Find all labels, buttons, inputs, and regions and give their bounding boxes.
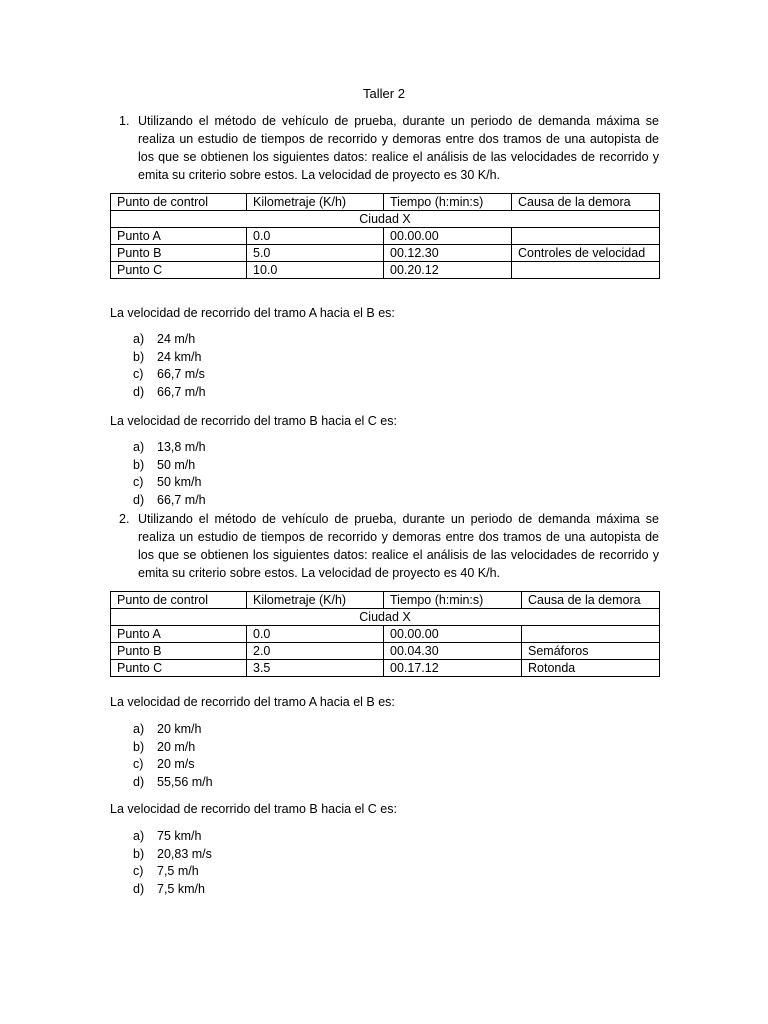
options-list: [133, 721, 213, 791]
option-letter: d): [133, 774, 145, 789]
table-row: [111, 262, 660, 279]
option-text: 20 m/s: [157, 757, 195, 771]
option-item: [133, 457, 206, 475]
option-item: [133, 474, 206, 492]
table-cell: Punto A: [111, 626, 247, 643]
table-header-cell: Causa de la demora: [512, 194, 660, 211]
table-cell: Punto B: [111, 245, 247, 262]
table-cell: 00.17.12: [384, 660, 522, 677]
options-list: [133, 439, 206, 509]
table-cell: Punto C: [111, 660, 247, 677]
question-text: La velocidad de recorrido del tramo A hacia el B es:: [110, 695, 395, 709]
option-letter: a): [133, 722, 145, 736]
option-letter: b): [133, 349, 145, 364]
options-list: [133, 828, 212, 898]
table-header-row: [111, 194, 660, 211]
option-item: [133, 384, 206, 402]
option-letter: a): [133, 440, 145, 454]
question-text: La velocidad de recorrido del tramo B hacia el C es:: [110, 414, 397, 428]
table-header-cell: Tiempo (h:min:s): [384, 194, 512, 211]
table-header-cell: Punto de control: [111, 592, 247, 609]
table-header-cell: Kilometraje (K/h): [247, 194, 384, 211]
option-item: [133, 349, 206, 367]
table-city-cell: Ciudad X: [111, 609, 660, 626]
data-table: [110, 193, 660, 279]
options-list: [133, 331, 206, 401]
option-text: 24 m/h: [157, 332, 196, 346]
option-text: 66,7 m/s: [157, 367, 205, 381]
option-text: 20,83 m/s: [157, 846, 212, 861]
option-text: 66,7 m/h: [157, 384, 206, 399]
option-text: 7,5 km/h: [157, 881, 205, 896]
problem-text: Utilizando el método de vehículo de prueba, durante un periodo de demanda máxima se realiza un estudio de tiempos de recorrido y demoras entre dos tramos de una autopista de los que se obtienen los siguientes datos: realice el análisis de las velocidades de recorrido y emita su criterio sobre estos. La velocidad de proyecto es 30 K/h.: [138, 114, 659, 182]
problem-2: [119, 510, 659, 582]
table-header-cell: Kilometraje (K/h): [247, 592, 384, 609]
option-text: 20 m/h: [157, 739, 196, 754]
option-text: 20 km/h: [157, 722, 202, 736]
table-cell: 00.12.30: [384, 245, 512, 262]
table-header-cell: Punto de control: [111, 194, 247, 211]
table-cell: Rotonda: [522, 660, 660, 677]
problem-number: 2.: [119, 512, 130, 526]
option-letter: c): [133, 475, 144, 489]
table-cell: Punto A: [111, 228, 247, 245]
table-city-row: [111, 609, 660, 626]
table-cell: 00.20.12: [384, 262, 512, 279]
table-cell: 5.0: [247, 245, 384, 262]
table-cell: 0.0: [247, 626, 384, 643]
problem-1: [119, 112, 659, 184]
table-cell: 00.04.30: [384, 643, 522, 660]
table-cell: [512, 228, 660, 245]
table-row: [111, 245, 660, 262]
table-row: [111, 660, 660, 677]
option-letter: b): [133, 846, 145, 861]
option-letter: a): [133, 829, 145, 843]
option-text: 24 km/h: [157, 349, 202, 364]
option-text: 7,5 m/h: [157, 864, 199, 878]
option-text: 75 km/h: [157, 829, 202, 843]
table-cell: Controles de velocidad: [512, 245, 660, 262]
option-text: 50 km/h: [157, 475, 202, 489]
table-cell: Punto B: [111, 643, 247, 660]
table-cell: 10.0: [247, 262, 384, 279]
table-cell: 3.5: [247, 660, 384, 677]
problem-number: 1.: [119, 114, 130, 128]
option-item: [133, 331, 206, 349]
table-cell: Semáforos: [522, 643, 660, 660]
option-item: [133, 828, 212, 846]
option-letter: d): [133, 492, 145, 507]
question-text: La velocidad de recorrido del tramo B hacia el C es:: [110, 802, 397, 816]
option-item: [133, 756, 213, 774]
table-cell: Punto C: [111, 262, 247, 279]
table-city-cell: Ciudad X: [111, 211, 660, 228]
data-table: [110, 591, 660, 677]
table-cell: 00.00.00: [384, 626, 522, 643]
table-row: [111, 228, 660, 245]
option-item: [133, 366, 206, 384]
table-cell: 00.00.00: [384, 228, 512, 245]
option-text: 50 m/h: [157, 457, 196, 472]
table-row: [111, 643, 660, 660]
option-item: [133, 863, 212, 881]
option-letter: b): [133, 457, 145, 472]
table-cell: 0.0: [247, 228, 384, 245]
option-item: [133, 721, 213, 739]
option-letter: d): [133, 881, 145, 896]
option-text: 55,56 m/h: [157, 774, 213, 789]
option-item: [133, 881, 212, 899]
table-header-cell: Causa de la demora: [522, 592, 660, 609]
option-item: [133, 492, 206, 510]
option-letter: b): [133, 739, 145, 754]
table-header-cell: Tiempo (h:min:s): [384, 592, 522, 609]
option-item: [133, 739, 213, 757]
option-text: 66,7 m/h: [157, 492, 206, 507]
page-title: Taller 2: [363, 86, 405, 101]
table-row: [111, 626, 660, 643]
option-item: [133, 439, 206, 457]
option-letter: c): [133, 367, 144, 381]
option-letter: c): [133, 757, 144, 771]
problem-text: Utilizando el método de vehículo de prueba, durante un periodo de demanda máxima se realiza un estudio de tiempos de recorrido y demoras entre dos tramos de una autopista de los que se obtienen los siguientes datos: realice el análisis de las velocidades de recorrido y emita su criterio sobre estos. La velocidad de proyecto es 40 K/h.: [138, 512, 659, 580]
option-letter: c): [133, 864, 144, 878]
question-text: La velocidad de recorrido del tramo A hacia el B es:: [110, 306, 395, 320]
option-letter: d): [133, 384, 145, 399]
table-cell: [512, 262, 660, 279]
option-item: [133, 846, 212, 864]
option-text: 13,8 m/h: [157, 440, 206, 454]
option-letter: a): [133, 332, 145, 346]
table-header-row: [111, 592, 660, 609]
table-cell: 2.0: [247, 643, 384, 660]
option-item: [133, 774, 213, 792]
table-cell: [522, 626, 660, 643]
table-city-row: [111, 211, 660, 228]
